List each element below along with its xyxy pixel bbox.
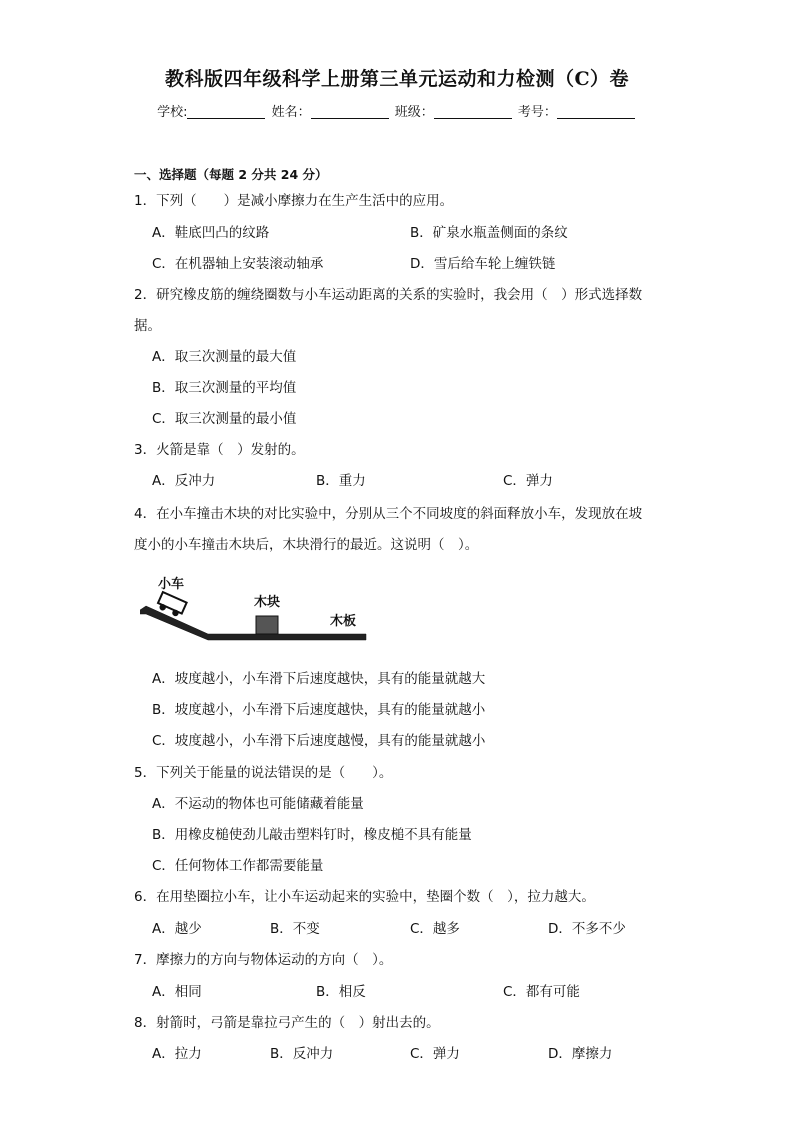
question-6-option-c[interactable]: C．越多 <box>410 921 460 937</box>
question-1-option-c[interactable]: C．在机器轴上安装滚动轴承 <box>152 256 324 272</box>
name-blank[interactable] <box>311 104 389 119</box>
question-2-text: 2．研究橡皮筋的缠绕圈数与小车运动距离的关系的实验时，我会用（ ）形式选择数 <box>134 287 643 303</box>
question-4-option-b[interactable]: B．坡度越小，小车滑下后速度越快，具有的能量就越小 <box>152 702 486 718</box>
question-7-text: 7．摩擦力的方向与物体运动的方向（ ）。 <box>134 952 393 968</box>
question-4-option-c[interactable]: C．坡度越小，小车滑下后速度越慢，具有的能量就越小 <box>152 733 486 749</box>
question-3-option-a[interactable]: A．反冲力 <box>152 473 216 489</box>
question-7-option-a[interactable]: A．相同 <box>152 984 202 1000</box>
page-title: 教科版四年级科学上册第三单元运动和力检测（C）卷 <box>164 68 630 90</box>
question-8-text: 8．射箭时，弓箭是靠拉弓产生的（ ）射出去的。 <box>134 1015 440 1031</box>
class-blank[interactable] <box>434 104 512 119</box>
question-4-text: 4．在小车撞击木块的对比实验中，分别从三个不同坡度的斜面释放小车，发现放在坡 <box>134 506 643 522</box>
question-1-option-a[interactable]: A．鞋底凹凸的纹路 <box>152 225 270 241</box>
exam-number-blank[interactable] <box>557 104 635 119</box>
question-6-text: 6．在用垫圈拉小车，让小车运动起来的实验中，垫圈个数（ ），拉力越大。 <box>134 889 595 905</box>
student-info-row <box>0 101 794 120</box>
question-6-option-b[interactable]: B．不变 <box>270 921 320 937</box>
question-8-option-a[interactable]: A．拉力 <box>152 1046 202 1062</box>
question-4-option-a[interactable]: A．坡度越小，小车滑下后速度越快，具有的能量就越大 <box>152 671 486 687</box>
school-label: 学校: <box>157 105 188 120</box>
wood-block-shape <box>256 616 278 634</box>
question-5-text: 5．下列关于能量的说法错误的是（ ）。 <box>134 765 393 781</box>
question-5-option-a[interactable]: A．不运动的物体也可能储藏着能量 <box>152 796 364 812</box>
board-label: 木板 <box>330 614 357 629</box>
section-heading: 一、选择题（每题 2 分共 24 分） <box>134 167 328 182</box>
question-6-option-d[interactable]: D．不多不少 <box>548 921 626 937</box>
block-label: 木块 <box>254 595 281 610</box>
question-2-text-cont: 据。 <box>134 318 161 334</box>
question-3-option-b[interactable]: B．重力 <box>316 473 366 489</box>
question-6-option-a[interactable]: A．越少 <box>152 921 202 937</box>
question-7-option-c[interactable]: C．都有可能 <box>503 984 580 1000</box>
question-7-option-b[interactable]: B．相反 <box>316 984 366 1000</box>
school-blank[interactable] <box>187 104 265 119</box>
question-2-option-b[interactable]: B．取三次测量的平均值 <box>152 380 297 396</box>
question-5-option-b[interactable]: B．用橡皮槌使劲儿敲击塑料钉时，橡皮槌不具有能量 <box>152 827 472 843</box>
question-4-text-cont: 度小的小车撞击木块后，木块滑行的最近。这说明（ ）。 <box>134 537 479 553</box>
question-1-text: 1．下列（ ）是减小摩擦力在生产生活中的应用。 <box>134 193 454 209</box>
class-label: 班级： <box>394 105 434 120</box>
exam-number-label: 考号： <box>517 105 557 120</box>
incline-diagram <box>138 570 368 650</box>
question-1-option-d[interactable]: D．雪后给车轮上缠铁链 <box>410 256 556 272</box>
question-8-option-b[interactable]: B．反冲力 <box>270 1046 334 1062</box>
question-1-option-b[interactable]: B．矿泉水瓶盖侧面的条纹 <box>410 225 568 241</box>
question-2-option-c[interactable]: C．取三次测量的最小值 <box>152 411 297 427</box>
name-label: 姓名： <box>271 105 311 120</box>
question-3-option-c[interactable]: C．弹力 <box>503 473 553 489</box>
question-5-option-c[interactable]: C．任何物体工作都需要能量 <box>152 858 324 874</box>
question-3-text: 3．火箭是靠（ ）发射的。 <box>134 442 305 458</box>
question-8-option-d[interactable]: D．摩擦力 <box>548 1046 613 1062</box>
car-label: 小车 <box>158 577 185 592</box>
question-2-option-a[interactable]: A．取三次测量的最大值 <box>152 349 297 365</box>
question-8-option-c[interactable]: C．弹力 <box>410 1046 460 1062</box>
